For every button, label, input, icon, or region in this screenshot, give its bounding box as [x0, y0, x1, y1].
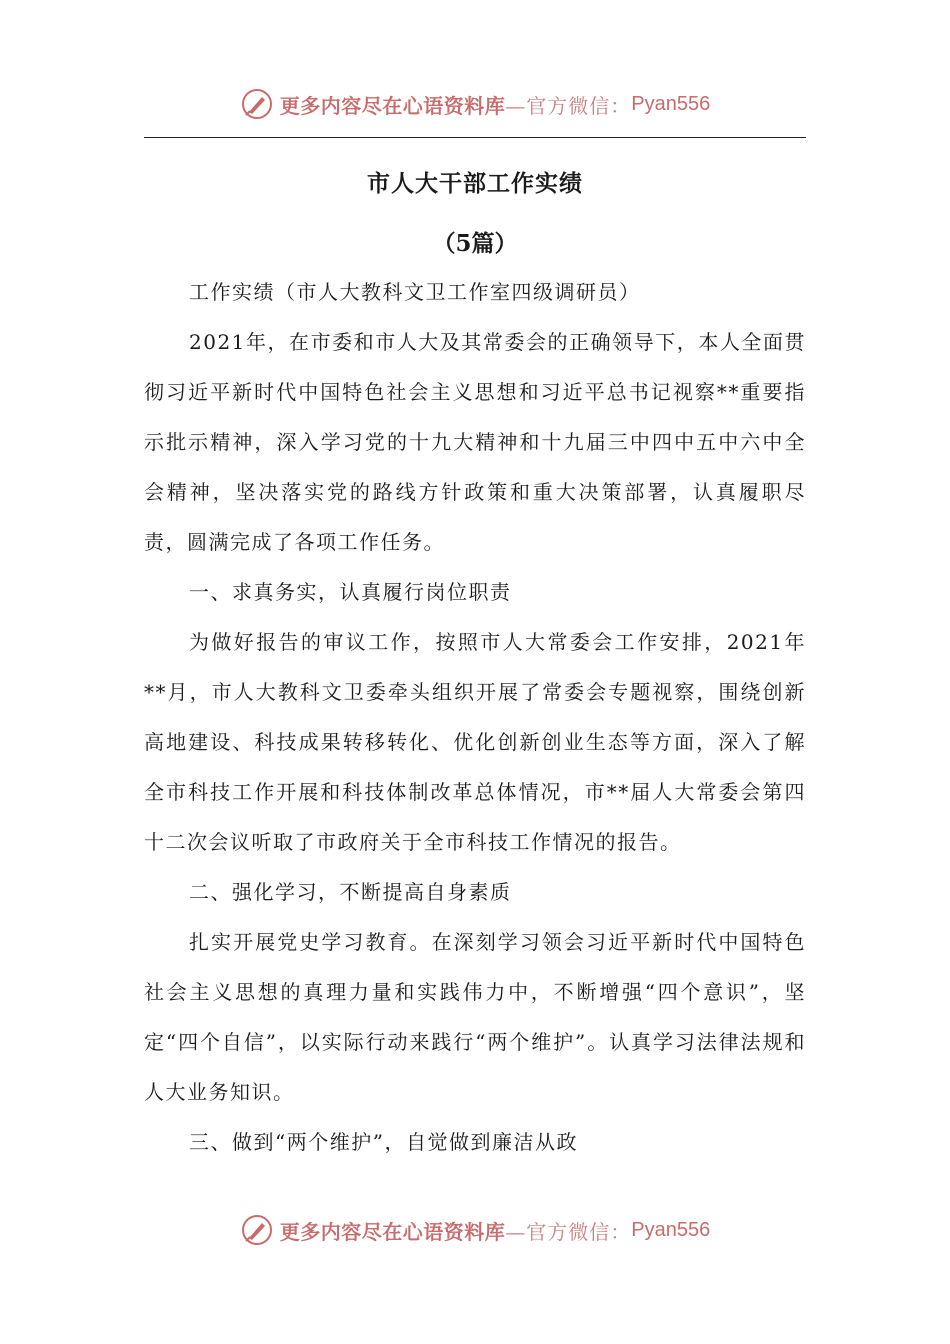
section-heading: 一、求真务实，认真履行岗位职责 — [189, 580, 512, 604]
pen-logo-icon — [240, 87, 274, 121]
footer-watermark-banner — [0, 1210, 950, 1250]
banner-main-text: 更多内容尽在心语资料库 — [279, 93, 506, 118]
banner-sub-text: —官方微信： — [505, 93, 632, 118]
document-title: 市人大干部工作实绩 — [367, 170, 583, 197]
header-watermark-banner — [0, 84, 950, 124]
pen-logo-icon — [240, 1213, 274, 1247]
paragraph: 2021年，在市委和市人大及其常委会的正确领导下，本人全面贯彻习近平新时代中国特色社会主义思想和习近平总书记视察**重要指示批示精神，深入学习党的十九大精神和十九届三中四中五中六中全会精神，坚决落实党的路线方针政策和重大决策部署，认真履职尽责，圆满完成了各项工作任务。 — [144, 330, 806, 554]
banner-account-id: Pyan556 — [631, 1218, 711, 1241]
section-heading: 二、强化学习，不断提高自身素质 — [189, 880, 512, 904]
header-divider — [144, 137, 806, 138]
banner-account-id: Pyan556 — [631, 92, 711, 115]
banner-main-text: 更多内容尽在心语资料库 — [279, 1219, 506, 1244]
banner-sub-text: —官方微信： — [505, 1219, 632, 1244]
paragraph: 扎实开展党史学习教育。在深刻学习领会习近平新时代中国特色社会主义思想的真理力量和实践伟力中，不断增强“四个意识”，坚定“四个自信”，以实际行动来践行“两个维护”。认真学习法律法规和人大业务知识。 — [144, 930, 806, 1104]
document-body — [144, 267, 806, 1167]
paragraph: 为做好报告的审议工作，按照市人大常委会工作安排，2021年**月，市人大教科文卫委牵头组织开展了常委会专题视察，围绕创新高地建设、科技成果转移转化、优化创新创业生态等方面，深入了解全市科技工作开展和科技体制改革总体情况，市**届人大常委会第四十二次会议听取了市政府关于全市科技工作情况的报告。 — [144, 630, 806, 854]
document-subtitle: （5篇） — [432, 230, 518, 257]
paragraph-intro-heading: 工作实绩（市人大教科文卫工作室四级调研员） — [189, 280, 641, 304]
section-heading: 三、做到“两个维护”，自觉做到廉洁从政 — [189, 1130, 578, 1154]
